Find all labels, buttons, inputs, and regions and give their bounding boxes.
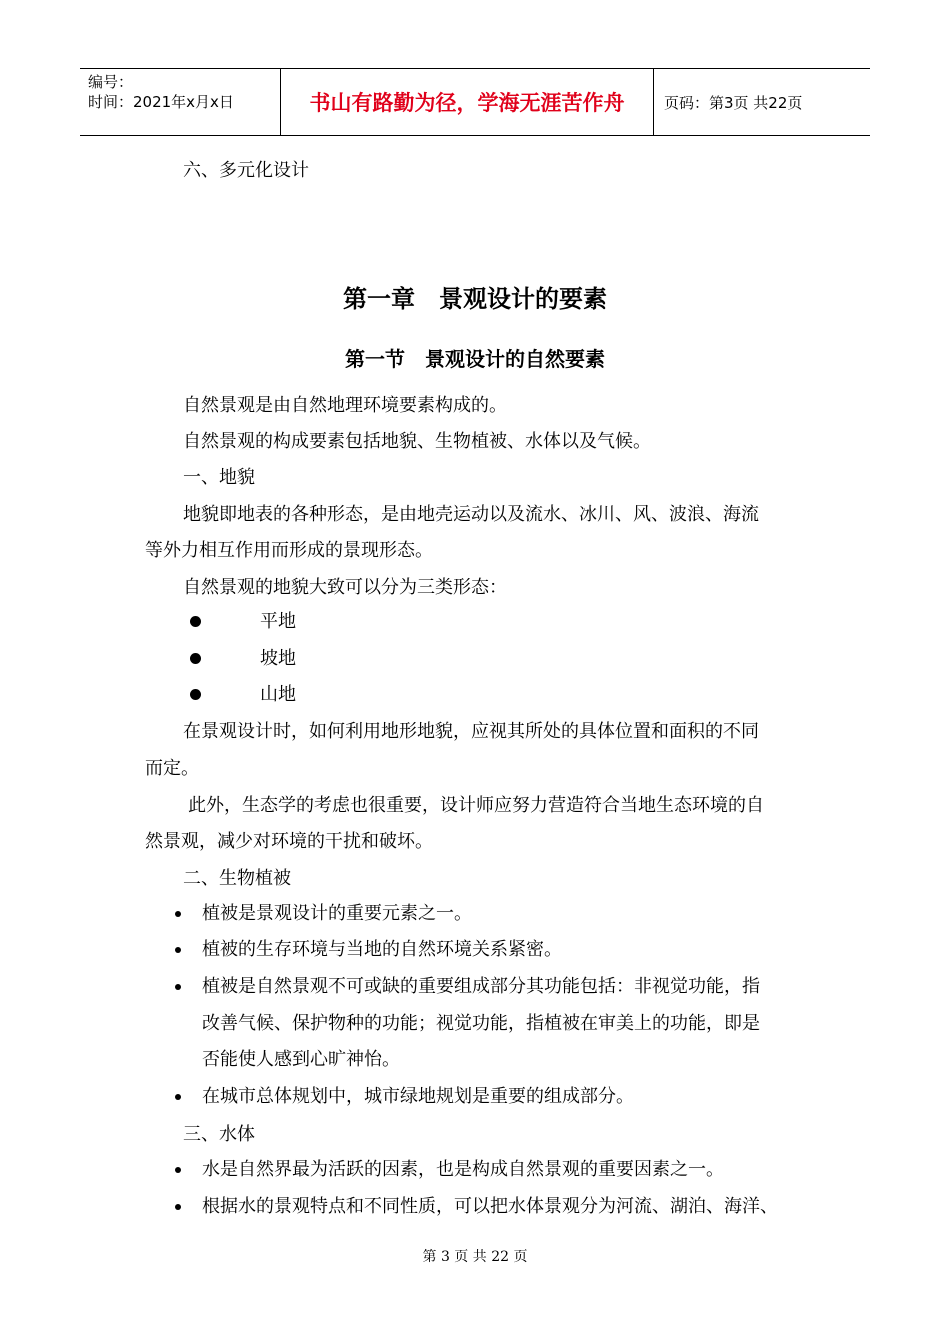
list-item: 坡地 [260,648,296,669]
paragraph-line: 此外，生态学的考虑也很重要，设计师应努力营造符合当地生态环境的自 [188,795,764,816]
list-item-continuation: 改善气候、保护物种的功能；视觉功能，指植被在审美上的功能，即是 [202,1013,760,1034]
bullet-icon [190,689,201,700]
bullet-icon [190,653,201,664]
bullet-icon [175,984,181,990]
paragraph-line: 在景观设计时，如何利用地形地貌，应视其所处的具体位置和面积的不同 [183,721,759,742]
paragraph-line: 地貌即地表的各种形态，是由地壳运动以及流水、冰川、风、波浪、海流 [183,504,759,525]
toc-item: 六、多元化设计 [183,160,309,181]
paragraph: 自然景观的构成要素包括地貌、生物植被、水体以及气候。 [183,431,651,452]
paragraph-line: 然景观，减少对环境的干扰和破坏。 [145,831,433,852]
section-title: 第一节 景观设计的自然要素 [345,347,605,371]
header-motto: 书山有路勤为径，学海无涯苦作舟 [280,69,654,135]
bullet-icon [175,1167,181,1173]
bullet-icon [175,1204,181,1210]
list-item: 植被的生存环境与当地的自然环境关系紧密。 [202,939,562,960]
header-meta [80,69,280,135]
list-item-continuation: 否能使人感到心旷神怡。 [202,1049,400,1070]
paragraph: 自然景观是由自然地理环境要素构成的。 [183,395,507,416]
header-table [80,68,870,136]
list-item: 平地 [260,611,296,632]
list-item: 在城市总体规划中，城市绿地规划是重要的组成部分。 [202,1086,634,1107]
subheading-water: 三、水体 [183,1124,255,1145]
paragraph-line: 而定。 [145,758,199,779]
bullet-icon [175,947,181,953]
chapter-title: 第一章 景观设计的要素 [343,285,607,313]
list-item: 山地 [260,684,296,705]
list-item: 水是自然界最为活跃的因素，也是构成自然景观的重要因素之一。 [202,1159,724,1180]
subheading-vegetation: 二、生物植被 [183,868,291,889]
list-item: 植被是景观设计的重要元素之一。 [202,903,472,924]
page-footer: 第 3 页 共 22 页 [422,1249,528,1265]
subheading-landform: 一、地貌 [183,467,255,488]
time-label: 时间：2021年x月x日 [88,93,234,111]
list-item: 根据水的景观特点和不同性质，可以把水体景观分为河流、湖泊、海洋、 [202,1196,778,1217]
bullet-icon [190,616,201,627]
paragraph-line: 等外力相互作用而形成的景现形态。 [145,540,433,561]
number-label: 编号： [88,73,134,91]
bullet-icon [175,911,181,917]
bullet-icon [175,1094,181,1100]
list-item: 植被是自然景观不可或缺的重要组成部分其功能包括：非视觉功能，指 [202,976,760,997]
header-page-info: 页码：第3页 共22页 [664,93,803,112]
paragraph: 自然景观的地貌大致可以分为三类形态： [183,577,507,598]
